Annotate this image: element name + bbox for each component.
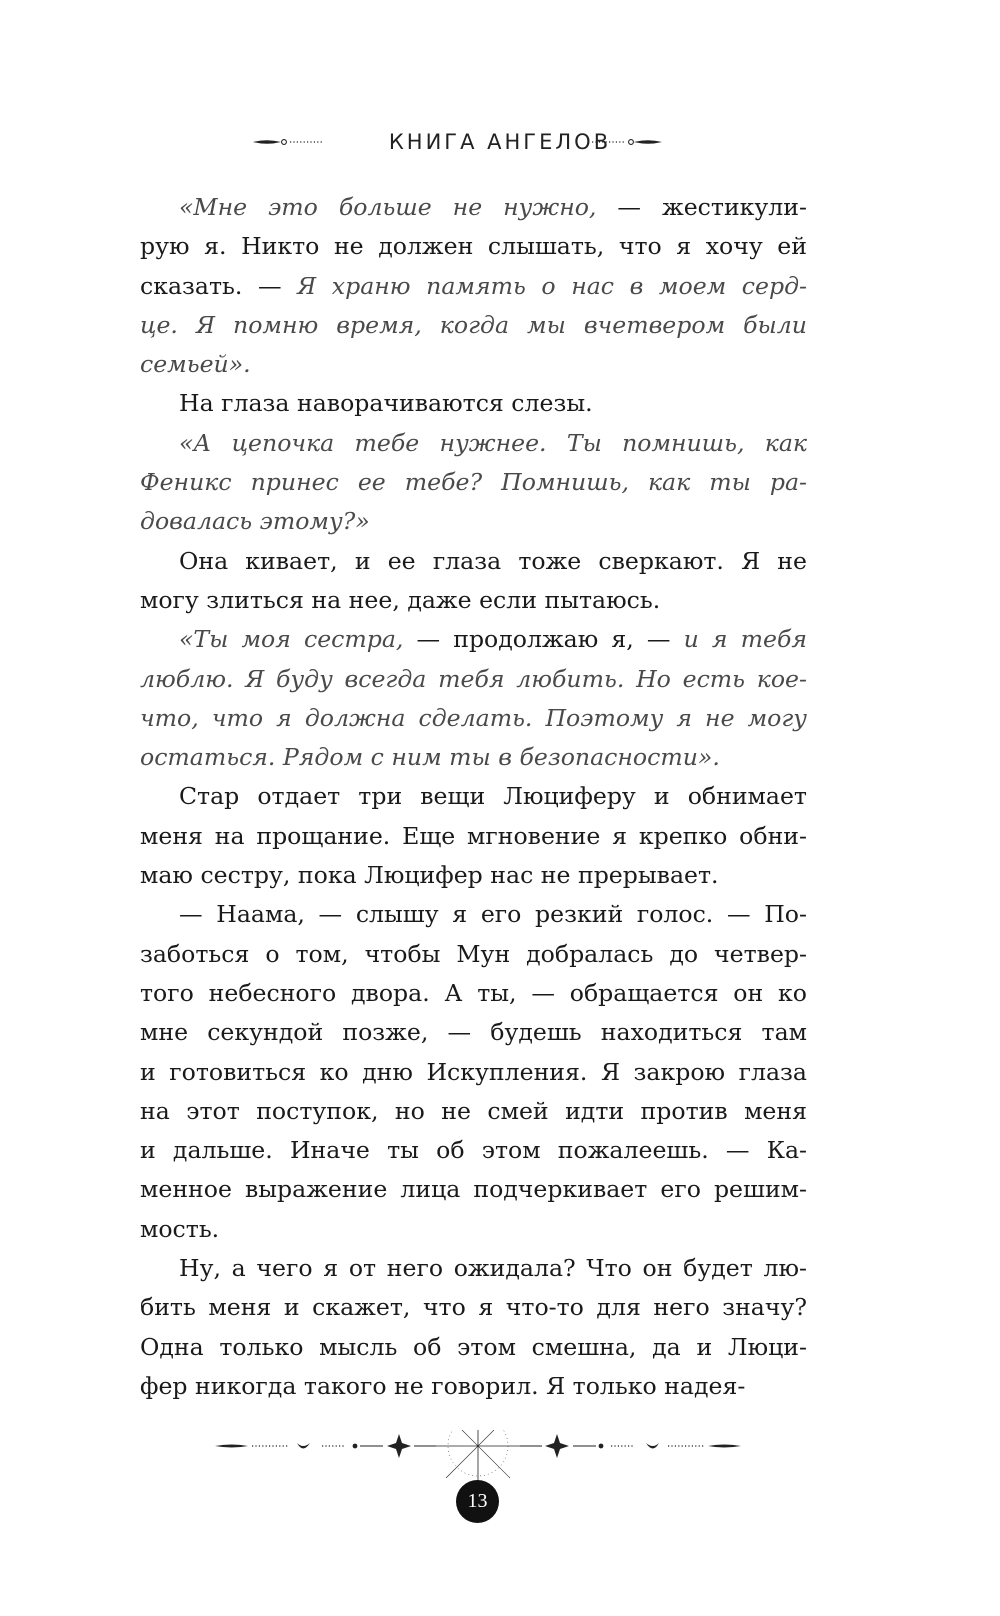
page-number: 13 <box>456 1480 499 1523</box>
text-line <box>140 306 807 345</box>
text-line <box>140 502 807 541</box>
text-line <box>140 974 807 1013</box>
text-run: и готовиться ко дню Искупления. Я закрою глаза <box>140 1057 807 1086</box>
text-line <box>140 895 807 934</box>
italic-text: «А цепочка тебе нужнее. Ты помнишь, как <box>179 428 807 457</box>
text-run: заботься о том, чтобы Мун добралась до четвер- <box>140 939 807 968</box>
text-line <box>140 188 807 227</box>
text-run: могу злиться на нее, даже если пытаюсь. <box>140 585 661 614</box>
running-header <box>0 126 1000 166</box>
text-line <box>140 1210 807 1249</box>
italic-text: и я тебя <box>683 625 807 654</box>
text-line <box>140 267 807 306</box>
text-run: — Наама, — слышу я его резкий голос. — По- <box>179 900 807 929</box>
text-line <box>140 581 807 620</box>
text-line <box>140 699 807 738</box>
text-run: Она кивает, и ее глаза тоже сверкают. Я не <box>179 546 807 575</box>
text-run: на этот поступок, но не смей идти против меня <box>140 1096 807 1125</box>
body-text <box>140 188 807 1406</box>
italic-text: что, что я должна сделать. Поэтому я не могу <box>140 703 807 732</box>
text-line <box>140 542 807 581</box>
italic-text: Феникс принес ее тебе? Помнишь, как ты ра- <box>140 468 807 497</box>
text-line <box>140 935 807 974</box>
footer-ornament-icon <box>0 1430 1000 1570</box>
text-run: мне секундой позже, — будешь находиться там <box>140 1018 807 1047</box>
italic-text: Я храню память о нас в моем серд- <box>297 271 808 300</box>
text-line <box>140 424 807 463</box>
text-line <box>140 1053 807 1092</box>
text-line <box>140 777 807 816</box>
italic-text: люблю. Я буду всегда тебя любить. Но есть кое- <box>140 664 807 693</box>
italic-text: довалась этому?» <box>140 507 370 536</box>
text-line <box>140 1170 807 1209</box>
text-run: — жестикули- <box>596 193 807 221</box>
text-line <box>140 1131 807 1170</box>
text-run: Ну, а чего я от него ожидала? Что он будет лю- <box>179 1254 807 1283</box>
text-run: мость. <box>140 1214 220 1243</box>
text-run: Стар отдает три вещи Люциферу и обнимает <box>179 782 807 811</box>
text-line <box>140 463 807 502</box>
header-ornament-right-icon <box>590 137 662 147</box>
text-line <box>140 1013 807 1052</box>
text-line <box>140 227 807 266</box>
text-line <box>140 1328 807 1367</box>
text-run: рую я. Никто не должен слышать, что я хочу ей <box>140 232 807 261</box>
book-title: КНИГА АНГЕЛОВ <box>388 130 612 154</box>
text-run: сказать. — <box>140 271 298 300</box>
text-run: менное выражение лица подчеркивает его решим- <box>140 1175 807 1204</box>
text-line <box>140 738 807 777</box>
text-line <box>140 856 807 895</box>
text-run: Одна только мысль об этом смешна, да и Люци- <box>140 1332 807 1361</box>
text-line <box>140 1092 807 1131</box>
text-run: меня на прощание. Еще мгновение я крепко обни- <box>140 821 807 850</box>
text-line <box>140 1367 807 1406</box>
text-run: бить меня и скажет, что я что-то для него значу? <box>140 1293 807 1322</box>
text-run: того небесного двора. А ты, — обращается он ко <box>140 978 807 1007</box>
italic-text: семьей». <box>140 350 251 379</box>
text-line <box>140 817 807 856</box>
text-line <box>140 1288 807 1327</box>
italic-text: це. Я помню время, когда мы вчетвером были <box>140 310 807 339</box>
text-line <box>140 1249 807 1288</box>
text-line <box>140 660 807 699</box>
text-run: На глаза наворачиваются слезы. <box>179 389 593 418</box>
italic-text: «Ты моя сестра, <box>179 625 404 654</box>
text-run: фер никогда такого не говорил. Я только надея- <box>140 1371 746 1400</box>
text-run: маю сестру, пока Люцифер нас не прерывает. <box>140 861 719 890</box>
text-line <box>140 384 807 423</box>
text-run: — продолжаю я, — <box>403 625 684 654</box>
italic-text: остаться. Рядом с ним ты в безопасности». <box>140 743 720 772</box>
text-line <box>140 345 807 384</box>
text-run: и дальше. Иначе ты об этом пожалеешь. — Ка- <box>140 1136 807 1165</box>
italic-text: «Мне это больше не нужно, <box>179 193 597 221</box>
text-line <box>140 620 807 659</box>
